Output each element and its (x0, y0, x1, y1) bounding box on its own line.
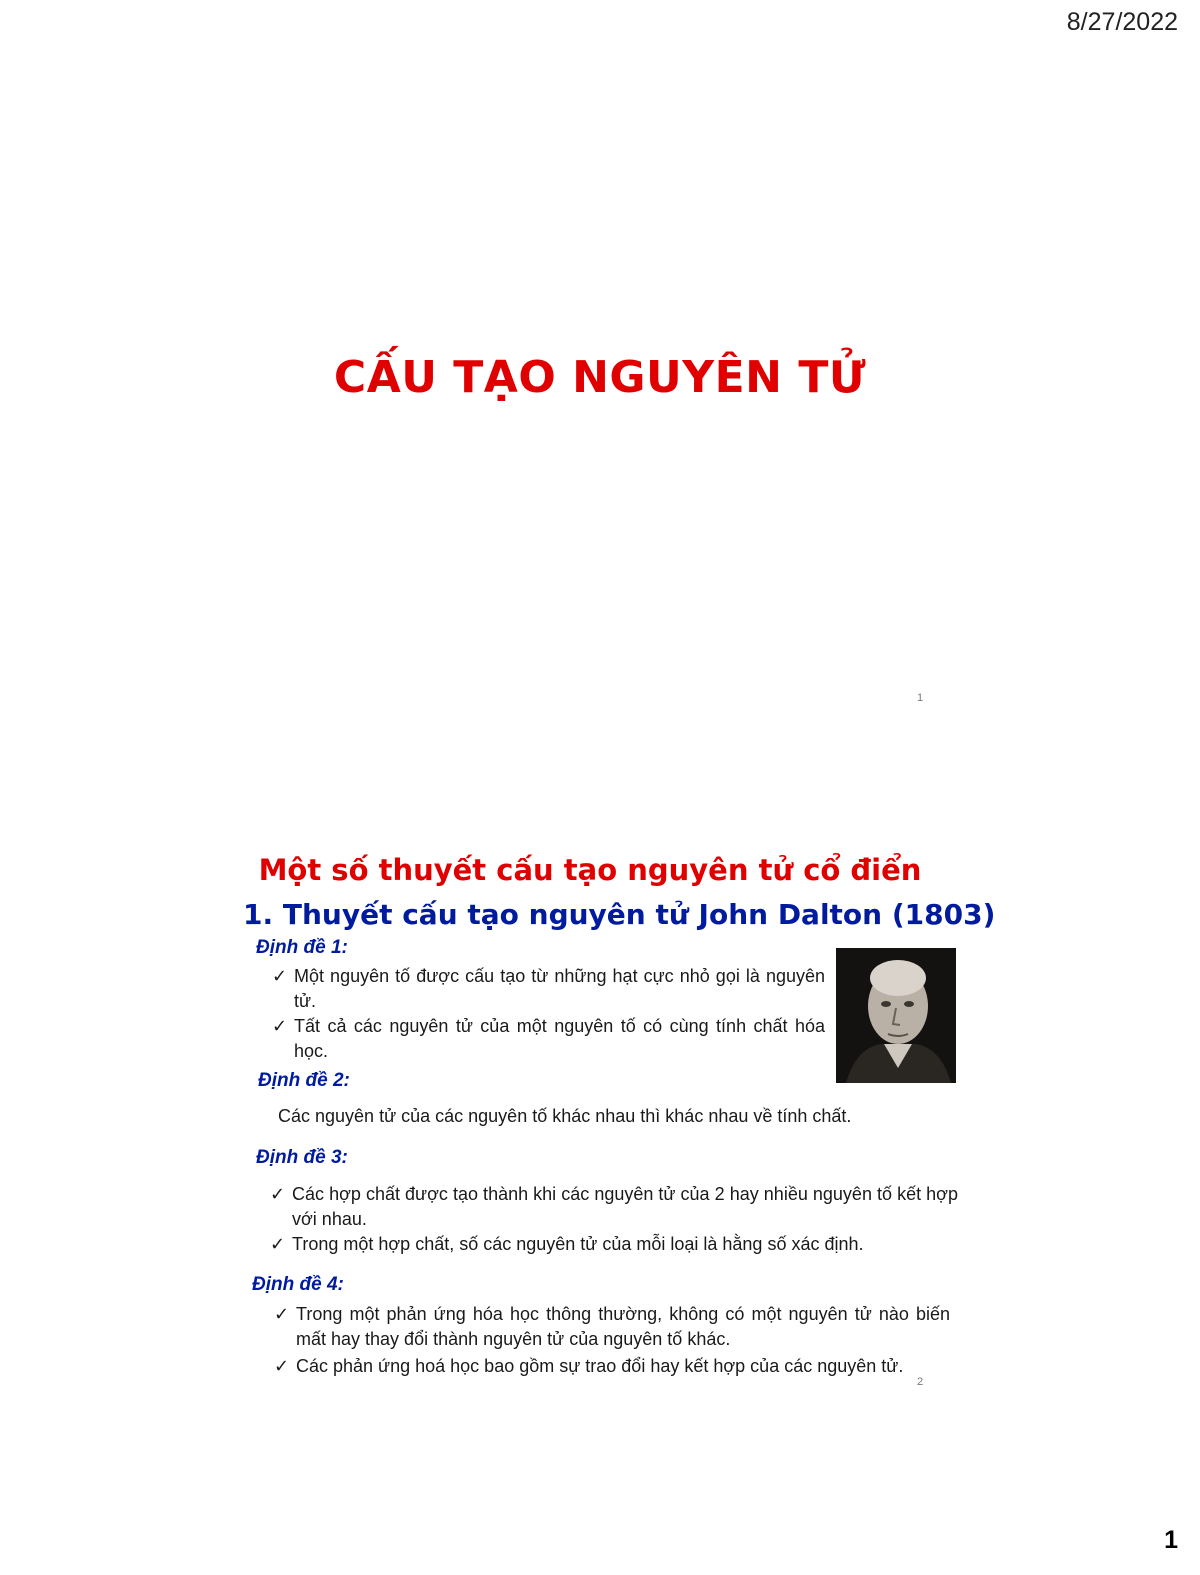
check-icon: ✓ (272, 966, 288, 986)
slide2-number: 2 (917, 1376, 924, 1388)
page-date: 8/27/2022 (1066, 8, 1178, 36)
list-item: ✓ Trong một hợp chất, số các nguyên tử của mỗi loại là hằng số xác định. (270, 1232, 958, 1257)
slide1-number: 1 (917, 692, 924, 704)
check-icon: ✓ (270, 1184, 286, 1204)
check-icon: ✓ (274, 1356, 290, 1376)
check-icon: ✓ (272, 1016, 288, 1036)
page-number: 1 (1164, 1526, 1178, 1554)
list-item: ✓ Trong một phản ứng hóa học thông thường, không có một nguyên tử nào biến mất hay thay đổi thành nguyên tử của nguyên tố khác. (274, 1304, 950, 1349)
list-item: ✓ Các hợp chất được tạo thành khi các nguyên tử của 2 hay nhiều nguyên tố kết hợp với nhau. (270, 1184, 958, 1229)
list-item: ✓ Tất cả các nguyên tử của một nguyên tố có cùng tính chất hóa học. (272, 1016, 825, 1061)
check-icon: ✓ (270, 1234, 286, 1254)
list-item: ✓ Các phản ứng hoá học bao gồm sự trao đổi hay kết hợp của các nguyên tử. (274, 1354, 950, 1379)
postulate2-text: Các nguyên tử của các nguyên tố khác nhau thì khác nhau về tính chất. (278, 1106, 852, 1126)
list-item: ✓ Một nguyên tố được cấu tạo từ những hạt cực nhỏ gọi là nguyên tử. (272, 966, 825, 1011)
slide2-title: Một số thuyết cấu tạo nguyên tử cổ điển (258, 853, 922, 887)
slide2-subtitle: 1. Thuyết cấu tạo nguyên tử John Dalton (1803) (243, 898, 996, 931)
postulate2-heading: Định đề 2: (258, 1070, 350, 1091)
postulate1-heading: Định đề 1: (256, 937, 348, 958)
postulate4-heading: Định đề 4: (252, 1274, 344, 1295)
slide1-title: CẤU TẠO NGUYÊN TỬ (333, 352, 867, 403)
postulate4-list (274, 1302, 950, 1379)
check-icon: ✓ (274, 1304, 290, 1324)
postulate3-heading: Định đề 3: (256, 1147, 348, 1168)
john-dalton-portrait (836, 948, 956, 1083)
postulate1-list (272, 964, 825, 1064)
postulate3-list (270, 1182, 958, 1257)
